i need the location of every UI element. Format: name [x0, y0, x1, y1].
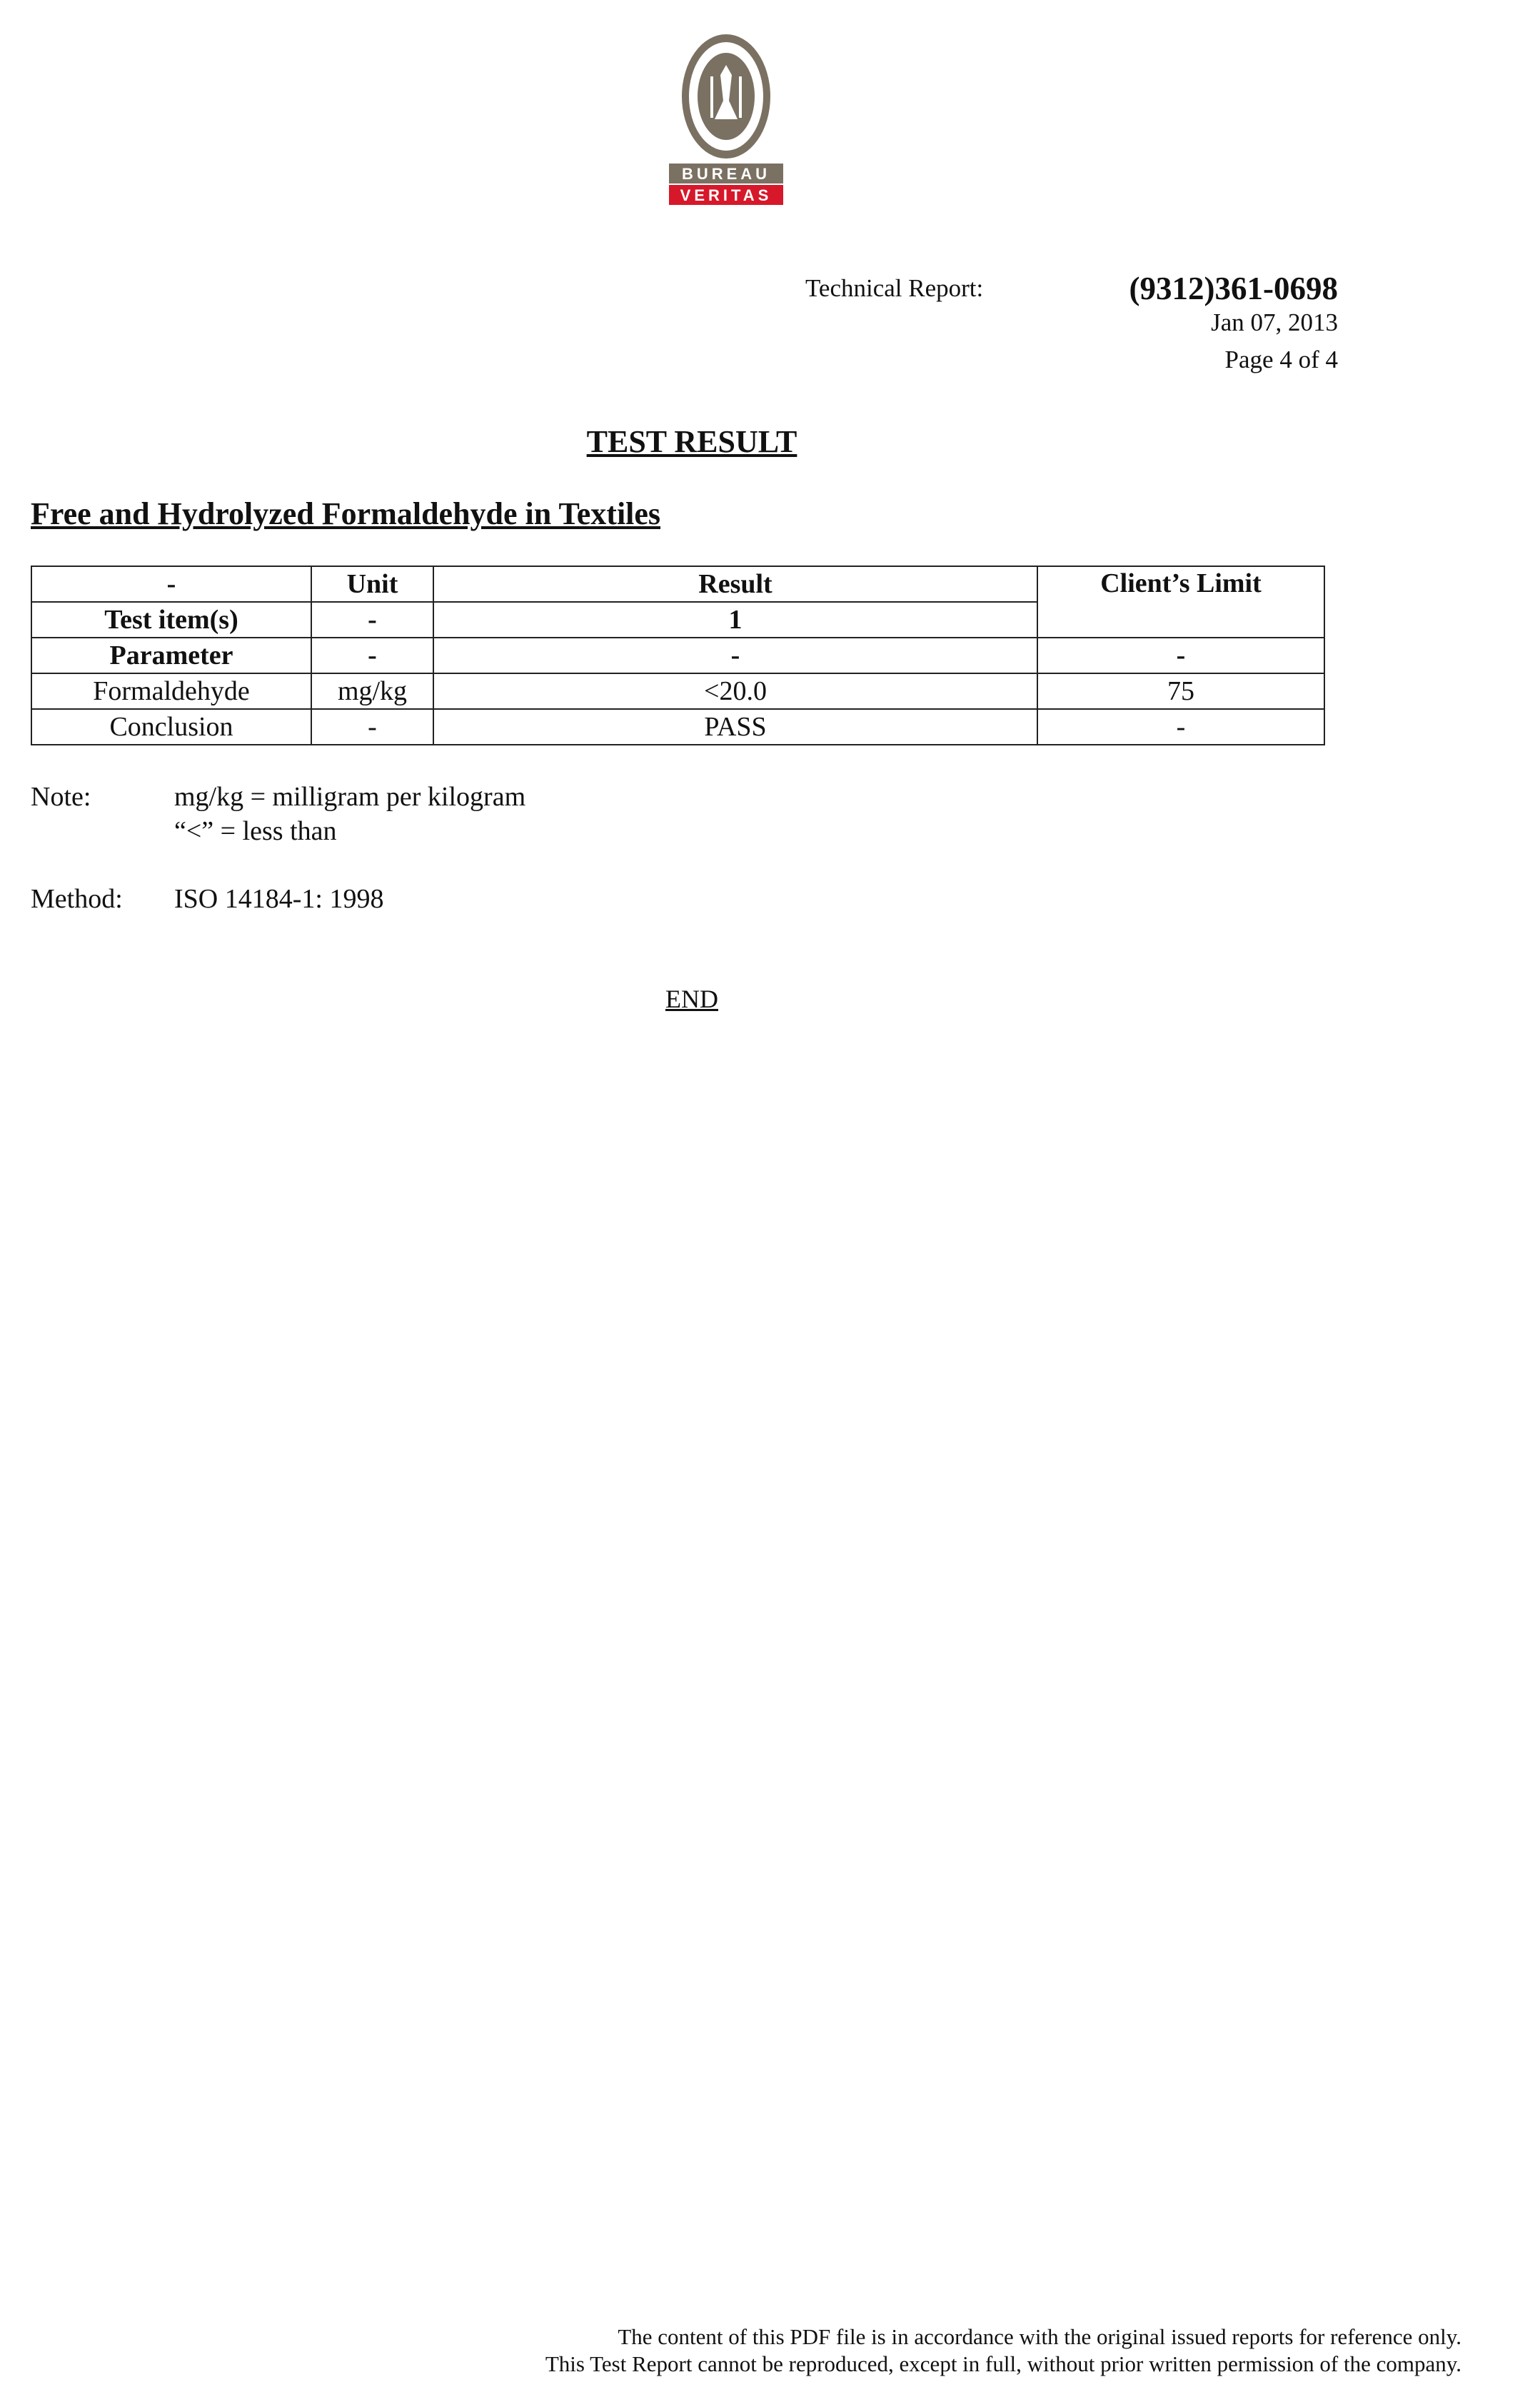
table-cell: 75	[1037, 673, 1324, 709]
note-label: Note:	[31, 782, 91, 812]
table-header-row	[31, 566, 1324, 602]
method-value: ISO 14184-1: 1998	[174, 884, 384, 914]
report-number: (9312)361-0698	[1129, 271, 1338, 306]
svg-text:BUREAU: BUREAU	[681, 165, 771, 183]
table-cell: Formaldehyde	[31, 673, 311, 709]
table-cell: -	[1037, 638, 1324, 673]
report-label: Technical Report:	[805, 274, 984, 302]
table-cell: Test item(s)	[31, 602, 311, 638]
table-row	[31, 673, 1324, 709]
report-date: Jan 07, 2013	[1211, 308, 1338, 336]
bureau-veritas-seal-icon	[655, 31, 797, 209]
table-cell: mg/kg	[311, 673, 433, 709]
table-header-cell: Unit	[311, 566, 433, 602]
table-header-cell: Client’s Limit	[1037, 566, 1324, 638]
note-line: mg/kg = milligram per kilogram	[174, 782, 526, 812]
end-marker: END	[665, 985, 718, 1013]
table-cell: <20.0	[433, 673, 1037, 709]
table-cell: Parameter	[31, 638, 311, 673]
page-title: TEST RESULT	[586, 424, 797, 459]
table-cell: -	[311, 638, 433, 673]
method-label: Method:	[31, 884, 123, 914]
table-cell: -	[311, 602, 433, 638]
note-line: “<” = less than	[174, 816, 337, 846]
section-title: Free and Hydrolyzed Formaldehyde in Textiles	[31, 496, 661, 531]
table-cell: 1	[433, 602, 1037, 638]
table-cell: Conclusion	[31, 709, 311, 745]
table-cell: -	[311, 709, 433, 745]
table-cell: -	[433, 638, 1037, 673]
page-number: Page 4 of 4	[1224, 346, 1338, 373]
results-table	[31, 566, 1325, 745]
svg-text:VERITAS: VERITAS	[680, 186, 772, 204]
bureau-veritas-logo	[655, 31, 797, 209]
table-row	[31, 709, 1324, 745]
table-row	[31, 638, 1324, 673]
footer-line: This Test Report cannot be reproduced, except in full, without prior written permission of the company.	[545, 2351, 1461, 2376]
table-cell: -	[1037, 709, 1324, 745]
table-cell: PASS	[433, 709, 1037, 745]
table-header-cell: Result	[433, 566, 1037, 602]
table-header-cell: -	[31, 566, 311, 602]
footer-line: The content of this PDF file is in accordance with the original issued reports for reference only.	[618, 2324, 1461, 2349]
